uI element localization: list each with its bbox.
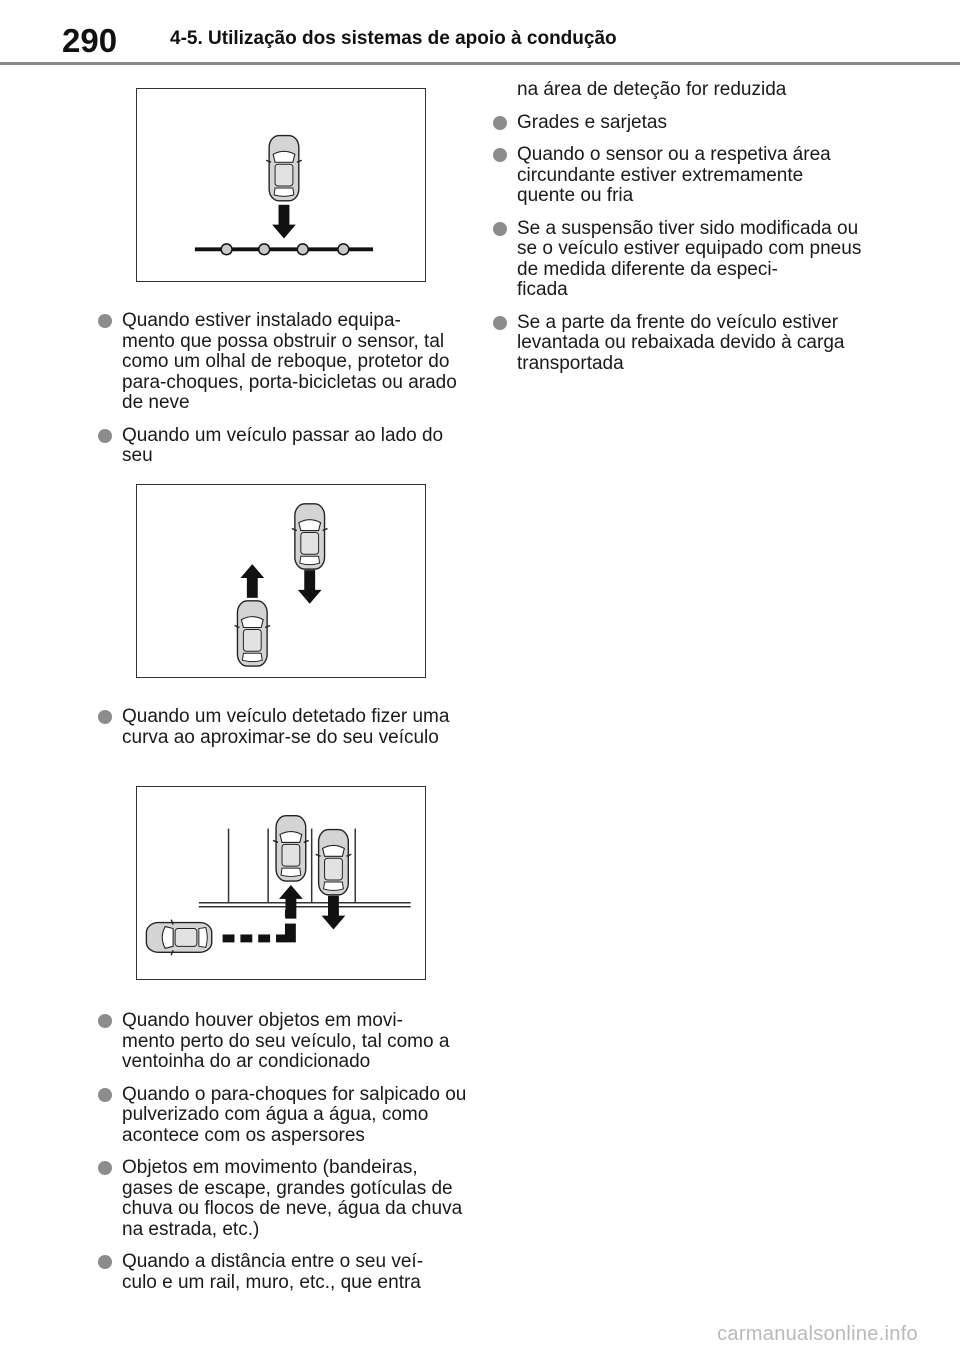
list-item: Se a parte da frente do veículo estiver levantada ou rebaixada devido à carga transportada bbox=[493, 313, 865, 375]
list-item: Quando um veículo passar ao lado do seu bbox=[98, 426, 468, 467]
bullet-dot-icon bbox=[98, 1014, 112, 1028]
bullet-dot-icon bbox=[98, 429, 112, 443]
left-text-group-3 bbox=[98, 1011, 468, 1305]
bullet-dot-icon bbox=[98, 710, 112, 724]
left-text-group-2 bbox=[98, 707, 468, 760]
car-icon bbox=[146, 920, 211, 956]
bullet-dot-icon bbox=[98, 1255, 112, 1269]
list-item: Objetos em movimento (bandeiras, gases de escape, grandes gotículas de chuva ou flocos de neve, água da chuva na estrada, etc.) bbox=[98, 1158, 468, 1240]
list-item: Quando a distância entre o seu veí- culo e um rail, muro, etc., que entra bbox=[98, 1252, 468, 1293]
bullet-dot-icon bbox=[98, 1088, 112, 1102]
bullet-dot-icon bbox=[98, 314, 112, 328]
arrow-down-icon bbox=[322, 896, 346, 930]
right-text-column bbox=[493, 80, 865, 386]
car-icon bbox=[266, 136, 302, 201]
arrow-down-icon bbox=[298, 570, 322, 604]
watermark[interactable]: carmanualsonline.info bbox=[717, 1323, 918, 1345]
bullet-dot-icon bbox=[493, 316, 507, 330]
bullet-dot-icon bbox=[493, 116, 507, 130]
list-item: Quando um veículo detetado fizer uma curva ao aproximar-se do seu veículo bbox=[98, 707, 468, 748]
arrow-up-icon bbox=[240, 564, 264, 598]
list-item: Quando o sensor ou a respetiva área circundante estiver extremamente quente ou fria bbox=[493, 145, 865, 207]
figure-vehicle-passing bbox=[136, 484, 426, 678]
car-icon bbox=[234, 601, 270, 666]
arrow-down-icon bbox=[272, 205, 296, 239]
continuation-text: na área de deteção for reduzida bbox=[517, 79, 787, 100]
page-header bbox=[0, 0, 960, 62]
bullet-dot-icon bbox=[493, 222, 507, 236]
list-item: Quando houver objetos em movi- mento perto do seu veículo, tal como a ventoinha do ar condicionado bbox=[98, 1011, 468, 1073]
left-text-group-1 bbox=[98, 311, 468, 479]
list-item: Quando o para-choques for salpicado ou pulverizado com água a água, como acontece com os aspersores bbox=[98, 1085, 468, 1147]
car-icon bbox=[273, 816, 309, 881]
list-item: Quando estiver instalado equipa- mento que possa obstruir o sensor, tal como um olhal de reboque, protetor do para-choques, porta-bicicletas ou arado de neve bbox=[98, 311, 468, 414]
list-item: Grades e sarjetas bbox=[493, 113, 865, 134]
car-icon bbox=[292, 504, 328, 569]
figure-vehicle-turning bbox=[136, 786, 426, 980]
bullet-dot-icon bbox=[98, 1161, 112, 1175]
page-number: 290 bbox=[62, 22, 118, 59]
figure-towing-equipment bbox=[136, 88, 426, 282]
section-title: 4-5. Utilização dos sistemas de apoio à condução bbox=[170, 28, 617, 49]
bullet-dot-icon bbox=[493, 148, 507, 162]
car-icon bbox=[316, 830, 352, 895]
list-item: Se a suspensão tiver sido modificada ou se o veículo estiver equipado com pneus de medida diferente da especi- ficada bbox=[493, 219, 865, 301]
header-rule bbox=[0, 62, 960, 65]
